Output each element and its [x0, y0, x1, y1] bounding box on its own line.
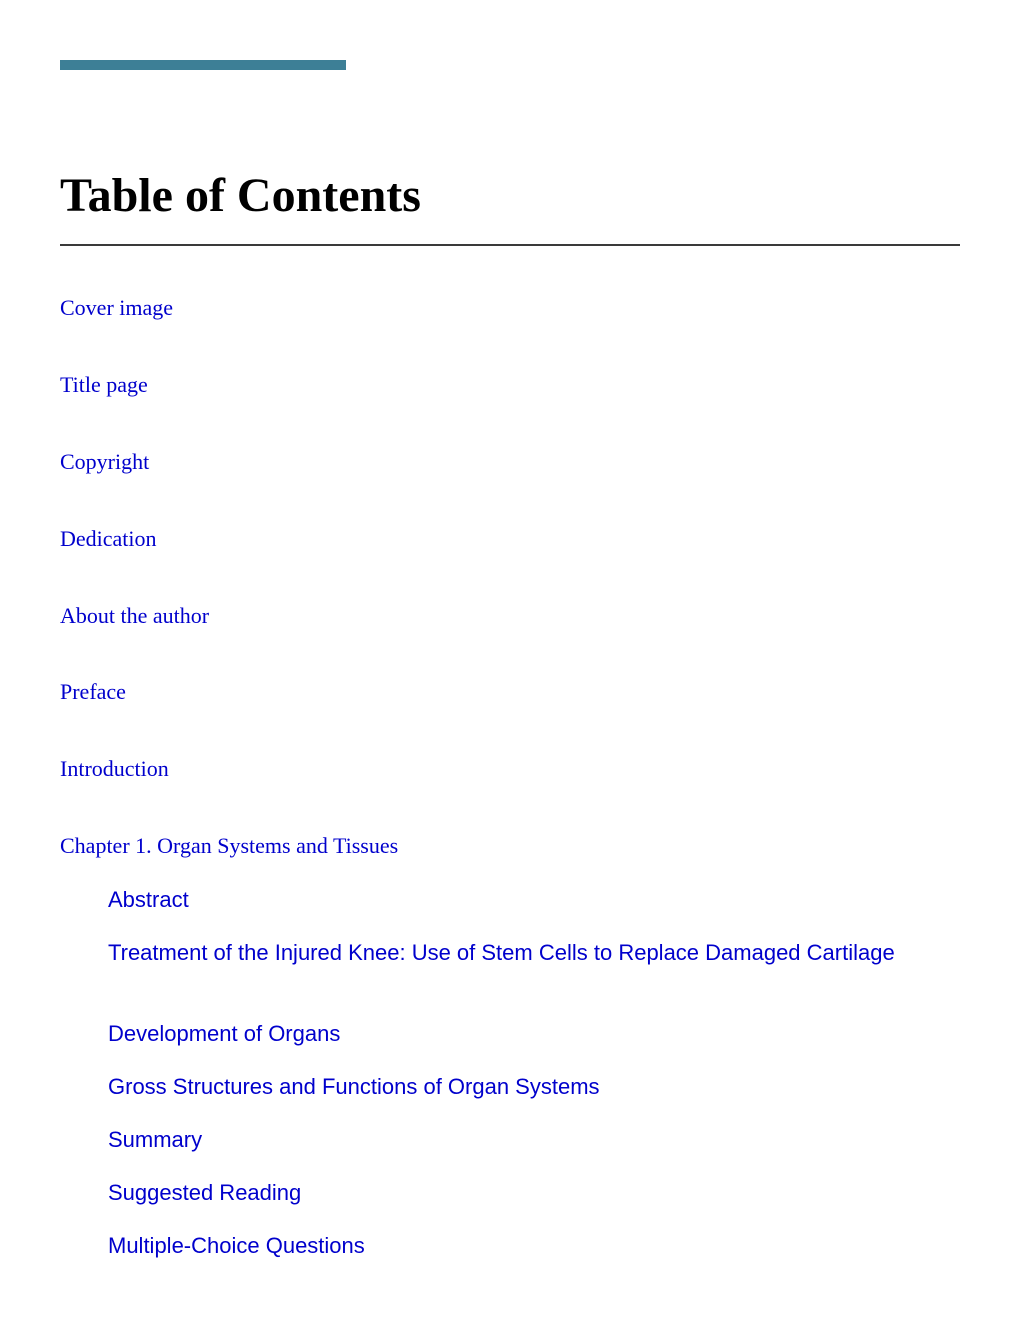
toc-link-about-the-author[interactable]: About the author	[60, 603, 210, 628]
toc-link-copyright[interactable]: Copyright	[60, 449, 150, 474]
page-title: Table of Contents	[60, 169, 421, 222]
toc-sublink-treatment-injured-knee[interactable]: Treatment of the Injured Knee: Use of Stem Cells to Replace Damaged Cartilage	[108, 940, 895, 965]
toc-sublink-gross-structures[interactable]: Gross Structures and Functions of Organ Systems	[108, 1074, 600, 1099]
toc-sublink-development-of-organs[interactable]: Development of Organs	[108, 1021, 341, 1046]
toc-link-title-page[interactable]: Title page	[60, 372, 148, 397]
toc-link-introduction[interactable]: Introduction	[60, 756, 169, 781]
accent-bar	[60, 60, 346, 70]
toc-sublink-suggested-reading[interactable]: Suggested Reading	[108, 1180, 302, 1205]
toc-sublink-summary[interactable]: Summary	[108, 1127, 203, 1152]
toc-link-preface[interactable]: Preface	[60, 679, 126, 704]
toc-link-dedication[interactable]: Dedication	[60, 526, 157, 551]
title-divider	[60, 244, 960, 246]
toc-sublink-multiple-choice-questions[interactable]: Multiple-Choice Questions	[108, 1233, 365, 1258]
toc-link-chapter-1[interactable]: Chapter 1. Organ Systems and Tissues	[60, 833, 399, 858]
toc-sublink-abstract[interactable]: Abstract	[108, 887, 189, 912]
toc-link-cover-image[interactable]: Cover image	[60, 295, 174, 320]
